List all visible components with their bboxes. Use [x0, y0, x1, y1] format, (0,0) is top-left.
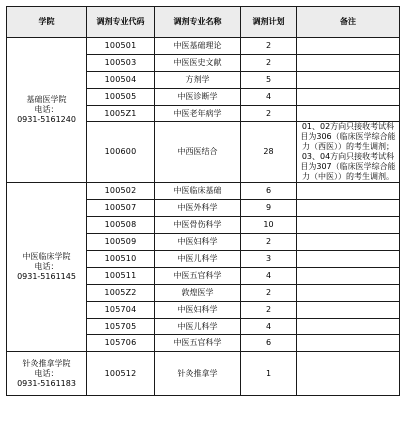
- major-code: 100509: [87, 234, 155, 251]
- major-name: 中医外科学: [155, 200, 241, 217]
- college-acupuncture: 针灸推拿学院 电话： 0931-5161183: [7, 352, 87, 396]
- remarks-cell: [297, 71, 400, 88]
- remarks-cell: [297, 105, 400, 122]
- plan-count: 4: [241, 88, 297, 105]
- table-row: [7, 352, 400, 396]
- major-name: 中医诊断学: [155, 88, 241, 105]
- plan-count: 2: [241, 301, 297, 318]
- plan-count: 4: [241, 318, 297, 335]
- major-code: 1005Z1: [87, 105, 155, 122]
- major-name: 中医临床基础: [155, 183, 241, 200]
- major-name: 中西医结合: [155, 122, 241, 183]
- major-name: 中医五官科学: [155, 335, 241, 352]
- major-code: 1005Z2: [87, 284, 155, 301]
- plan-count: 6: [241, 183, 297, 200]
- remarks-cell: [297, 251, 400, 268]
- remarks-cell: [297, 88, 400, 105]
- major-name: 针灸推拿学: [155, 352, 241, 396]
- header-remarks: 备注: [297, 7, 400, 38]
- major-code: 100504: [87, 71, 155, 88]
- table-row: [7, 38, 400, 55]
- major-code: 100600: [87, 122, 155, 183]
- header-college: 学院: [7, 7, 87, 38]
- remarks-cell: [297, 284, 400, 301]
- header-plan: 调剂计划: [241, 7, 297, 38]
- header-row: [7, 7, 400, 38]
- major-name: 中医基础理论: [155, 38, 241, 55]
- major-code: 100507: [87, 200, 155, 217]
- remarks-note: 01、02方向只接收考试科目为306（临床医学综合能力（西医））的考生调剂；03、04方向只接收考试科目为307（临床医学综合能力（中医））的考生调剂。: [297, 122, 400, 183]
- major-name: 中医五官科学: [155, 267, 241, 284]
- plan-count: 2: [241, 105, 297, 122]
- major-name: 中医妇科学: [155, 301, 241, 318]
- major-code: 100512: [87, 352, 155, 396]
- remarks-cell: [297, 335, 400, 352]
- remarks-cell: [297, 234, 400, 251]
- remarks-cell: [297, 352, 400, 396]
- major-name: 中医妇科学: [155, 234, 241, 251]
- plan-count: 28: [241, 122, 297, 183]
- major-name: 中医医史文献: [155, 54, 241, 71]
- major-name: 中医儿科学: [155, 251, 241, 268]
- remarks-cell: [297, 38, 400, 55]
- plan-count: 6: [241, 335, 297, 352]
- plan-count: 5: [241, 71, 297, 88]
- plan-count: 10: [241, 217, 297, 234]
- major-name: 敦煌医学: [155, 284, 241, 301]
- plan-count: 2: [241, 284, 297, 301]
- major-code: 100510: [87, 251, 155, 268]
- remarks-cell: [297, 200, 400, 217]
- major-name: 方剂学: [155, 71, 241, 88]
- remarks-cell: [297, 183, 400, 200]
- major-code: 105706: [87, 335, 155, 352]
- major-name: 中医骨伤科学: [155, 217, 241, 234]
- remarks-cell: [297, 318, 400, 335]
- plan-count: 3: [241, 251, 297, 268]
- college-clinical-medicine: 中医临床学院 电话： 0931-5161145: [7, 183, 87, 352]
- major-code: 100511: [87, 267, 155, 284]
- remarks-cell: [297, 54, 400, 71]
- plan-count: 1: [241, 352, 297, 396]
- major-code: 105705: [87, 318, 155, 335]
- adjustment-table: [6, 6, 400, 396]
- remarks-cell: [297, 301, 400, 318]
- major-code: 100508: [87, 217, 155, 234]
- major-code: 100502: [87, 183, 155, 200]
- plan-count: 9: [241, 200, 297, 217]
- plan-count: 2: [241, 38, 297, 55]
- major-name: 中医老年病学: [155, 105, 241, 122]
- header-major-name: 调剂专业名称: [155, 7, 241, 38]
- plan-count: 2: [241, 234, 297, 251]
- plan-count: 2: [241, 54, 297, 71]
- header-major-code: 调剂专业代码: [87, 7, 155, 38]
- major-code: 100503: [87, 54, 155, 71]
- major-name: 中医儿科学: [155, 318, 241, 335]
- college-basic-medicine: 基础医学院 电话： 0931-5161240: [7, 38, 87, 183]
- plan-count: 4: [241, 267, 297, 284]
- remarks-cell: [297, 217, 400, 234]
- major-code: 100501: [87, 38, 155, 55]
- major-code: 100505: [87, 88, 155, 105]
- remarks-cell: [297, 267, 400, 284]
- major-code: 105704: [87, 301, 155, 318]
- table-row: [7, 183, 400, 200]
